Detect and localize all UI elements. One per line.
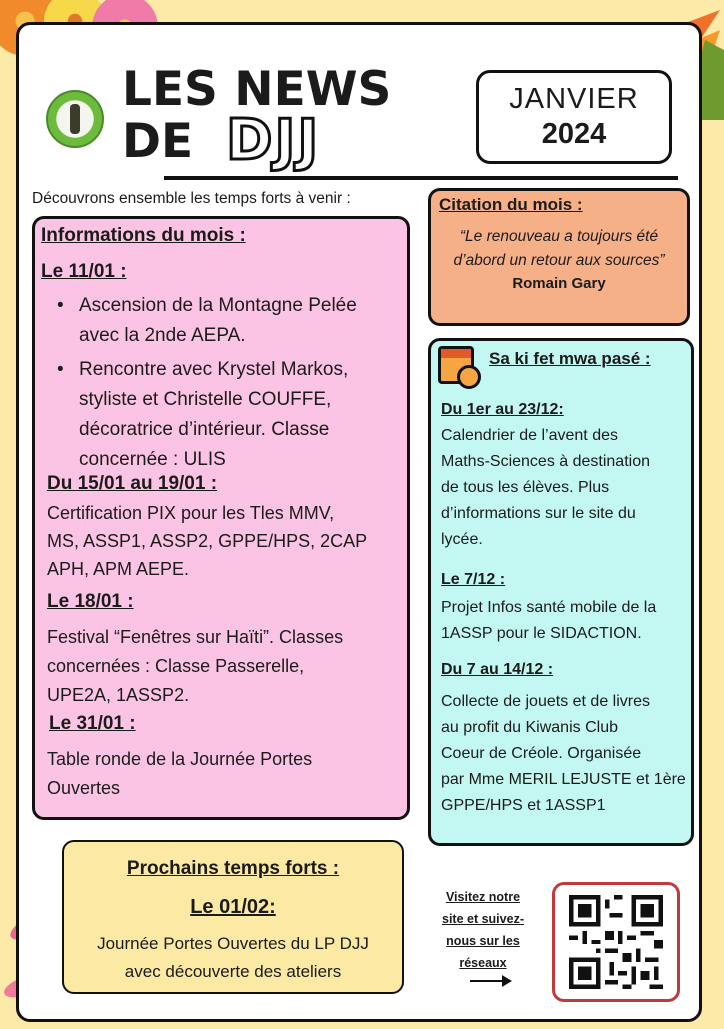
year-label: 2024 <box>541 118 607 150</box>
header-divider <box>164 176 678 180</box>
passe-heading: Sa ki fet mwa pasé : <box>489 349 651 368</box>
intro-text: Découvrons ensemble les temps forts à venir : <box>32 190 351 207</box>
month-label: JANVIER <box>509 83 639 115</box>
prochains-text: Journée Portes Ouvertes du LP DJJ avec découverte des ateliers <box>97 934 369 981</box>
citation-box <box>428 188 690 326</box>
qr-code-image <box>565 895 667 989</box>
info-bullet-2: • Rencontre avec Krystel Markos, styliste et Christelle COUFFE, décoratrice d’intérieur. Classe concernée : ULIS <box>79 355 348 475</box>
title-line-1: LES NEWS <box>122 62 392 117</box>
informations-box <box>32 216 410 820</box>
citation-quote: “Le renouveau a toujours été d’abord un retour aux sources” <box>453 228 665 269</box>
info-date-1: Le 11/01 : <box>41 261 127 282</box>
info-date-3: Le 18/01 : <box>47 591 134 612</box>
passe-text-1: Calendrier de l’avent des Maths-Sciences à destination de tous les élèves. Plus d’informations sur le site du lycée. <box>441 427 650 548</box>
date-box <box>476 70 672 164</box>
info-text-2: Certification PIX pour les Tles MMV, MS, ASSP1, ASSP2, GPPE/HPS, 2CAP APH, APM AEPE. <box>47 503 368 579</box>
passe-date-2: Le 7/12 : <box>441 571 506 588</box>
passe-date-3: Du 7 au 14/12 : <box>441 661 554 678</box>
title-line-3: DJJ <box>226 108 321 173</box>
prochains-box <box>62 840 404 994</box>
passe-box <box>428 338 694 846</box>
info-date-2: Du 15/01 au 19/01 : <box>47 473 218 494</box>
informations-heading: Informations du mois : <box>41 225 246 246</box>
passe-text-2: Projet Infos santé mobile de la 1ASSP pour le SIDACTION. <box>441 599 657 642</box>
info-date-4: Le 31/01 : <box>49 713 136 734</box>
arrow-right-icon <box>470 980 510 982</box>
prochains-date: Le 01/02: <box>190 896 276 918</box>
school-logo <box>46 90 104 148</box>
info-text-3: Festival “Fenêtres sur Haïti”. Classes concernées : Classe Passerelle, UPE2A, 1ASSP2. <box>47 627 344 705</box>
info-text-4: Table ronde de la Journée Portes Ouvertes <box>47 749 313 798</box>
passe-date-1: Du 1er au 23/12: <box>441 401 564 418</box>
passe-text-3: Collecte de jouets et de livres au profit du Kiwanis Club Coeur de Créole. Organisée par Mme MERIL LEJUSTE et 1ère GPPE/HPS et 1ASSP1 <box>441 693 686 814</box>
citation-author: Romain Gary <box>512 275 606 292</box>
title-line-2: DE <box>122 114 194 169</box>
calendar-clock-icon <box>438 346 474 384</box>
info-bullet-1: • Ascension de la Montagne Pelée avec la 2nde AEPA. <box>79 291 357 351</box>
social-text: Visitez notre site et suivez- nous sur les réseaux <box>442 890 524 970</box>
qr-code[interactable] <box>552 882 680 1002</box>
prochains-heading: Prochains temps forts : <box>126 858 340 879</box>
citation-heading: Citation du mois : <box>439 195 583 214</box>
